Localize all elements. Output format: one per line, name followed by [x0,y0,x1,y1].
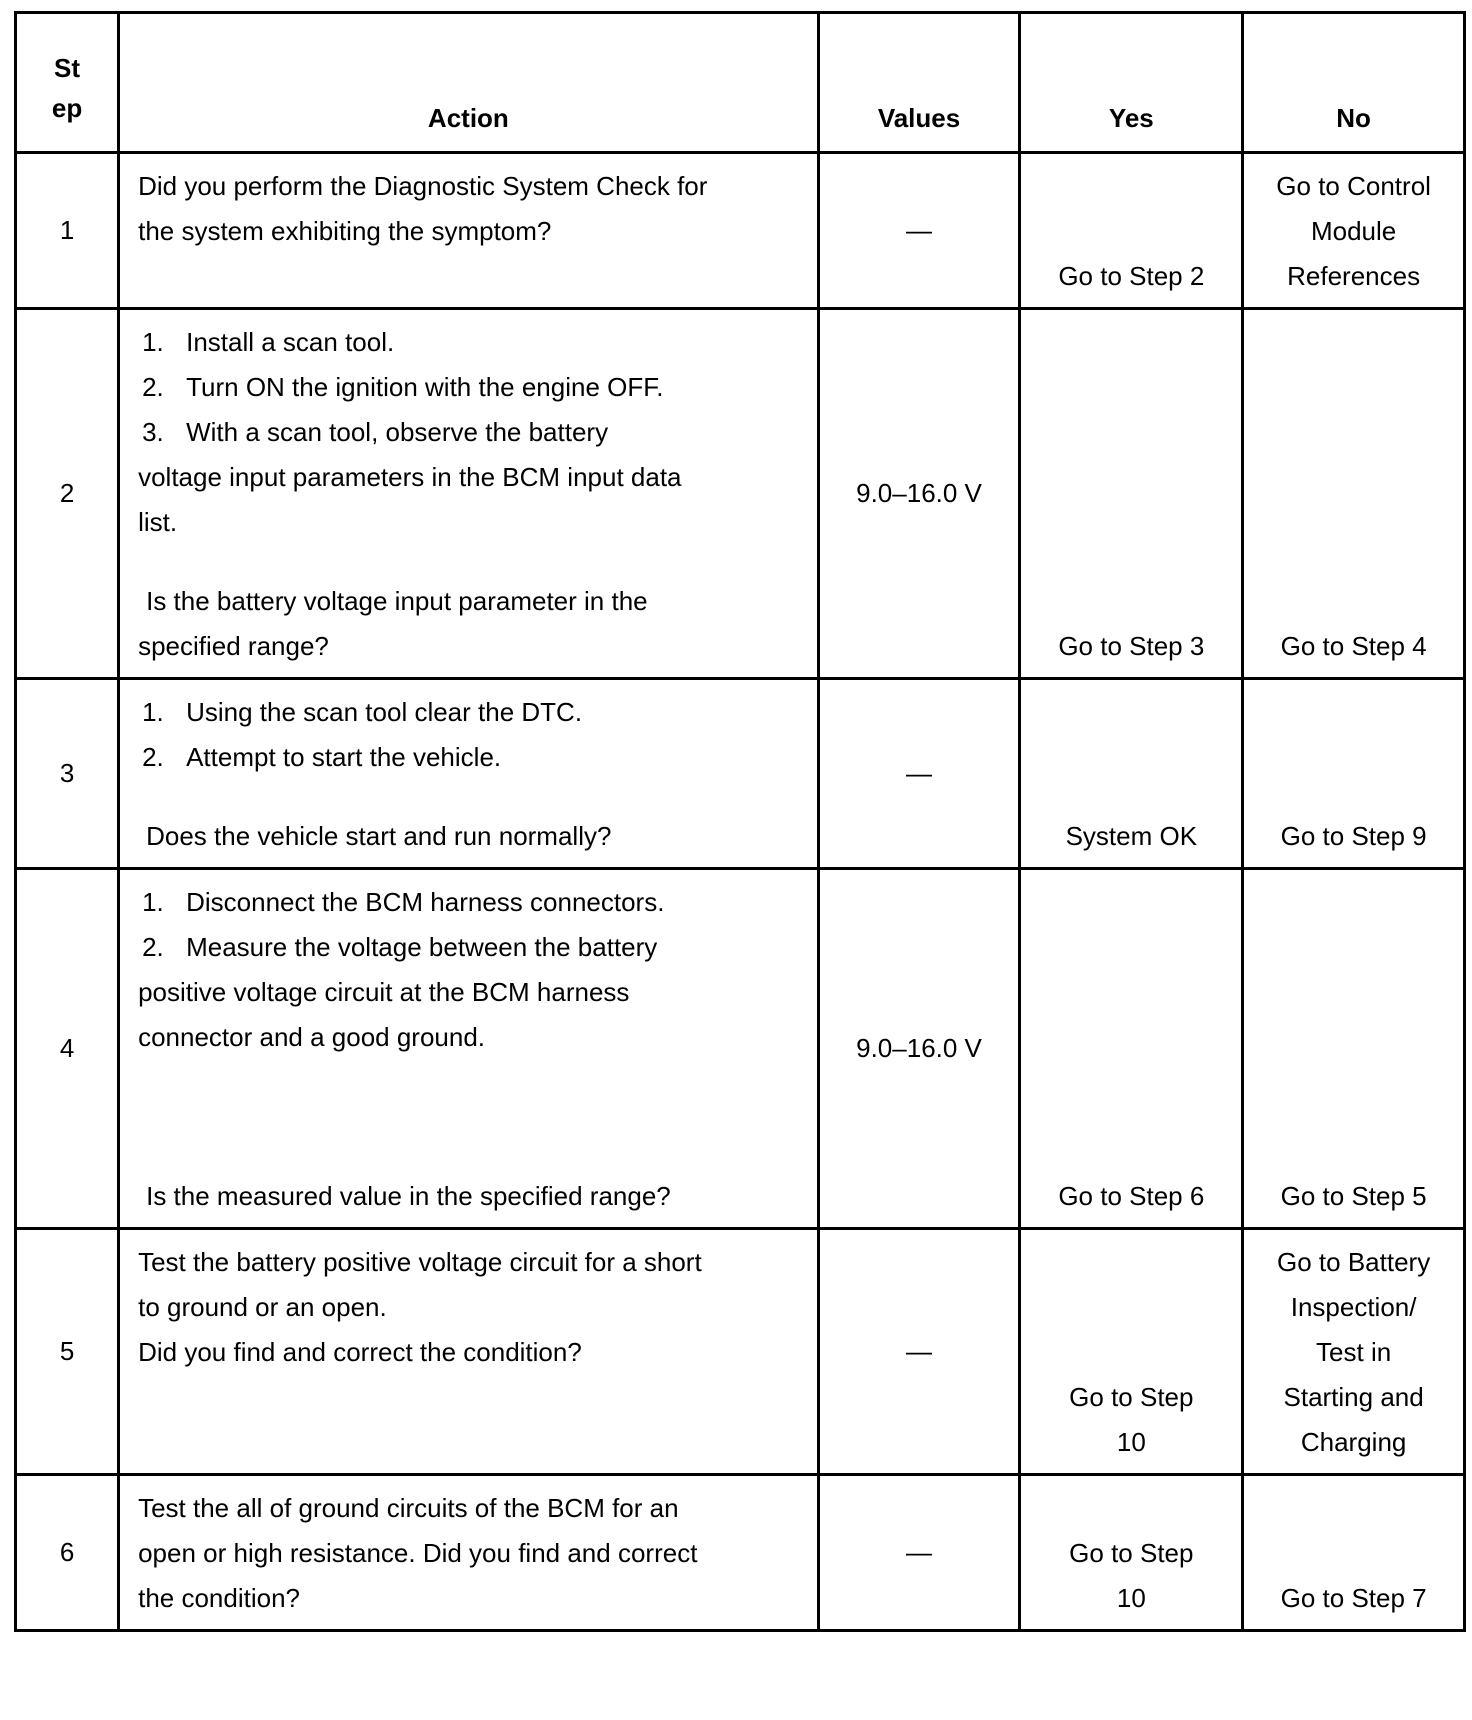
question-line: Is the measured value in the specified range? [146,1181,671,1211]
step-number: 5 [16,1229,119,1475]
yes-link-line: Go to Step [1069,1538,1194,1568]
header-action: Action [119,13,819,153]
no-link-line: Starting and [1283,1382,1424,1412]
action-line: the system exhibiting the symptom? [138,216,552,246]
yes-cell [1020,309,1243,679]
step-number: 6 [16,1475,119,1631]
action-line: voltage input parameters in the BCM input data [138,462,682,492]
list-text: Disconnect the BCM harness connectors. [186,887,665,917]
list-number: 3. [142,417,164,447]
action-cell [119,869,819,1229]
table-row [16,1475,1465,1631]
step-number: 4 [16,869,119,1229]
no-cell [1243,309,1465,679]
value-cell: — [818,1229,1020,1475]
action-list-item [138,735,803,780]
list-number: 1. [142,697,164,727]
action-list-item [138,365,803,410]
action-cell [119,153,819,309]
no-link-line: Inspection/ [1290,1292,1417,1322]
no-link-line: Go to Battery [1277,1247,1431,1277]
yes-cell [1020,869,1243,1229]
yes-link: System OK [1065,821,1198,851]
yes-cell [1020,153,1243,309]
header-yes: Yes [1020,13,1243,153]
header-step [16,13,119,153]
question-line: specified range? [138,631,329,661]
no-cell [1243,153,1465,309]
header-step-line2: ep [51,92,83,123]
no-link: Go to Step 9 [1280,821,1427,851]
action-line: to ground or an open. [138,1292,387,1322]
header-row [16,13,1465,153]
yes-link: Go to Step 2 [1058,261,1205,291]
list-text: Install a scan tool. [186,327,395,357]
list-text: With a scan tool, observe the battery [186,417,609,447]
no-link-line: Go to Control [1276,171,1431,201]
header-values: Values [818,13,1020,153]
list-text: Measure the voltage between the battery [186,932,658,962]
step-number: 2 [16,309,119,679]
list-text: Turn ON the ignition with the engine OFF. [186,372,664,402]
action-line: positive voltage circuit at the BCM harness [138,977,630,1007]
list-text: Using the scan tool clear the DTC. [186,697,583,727]
no-link-line: Charging [1300,1427,1407,1457]
list-number: 2. [142,372,164,402]
action-cell [119,679,819,869]
question-line: Does the vehicle start and run normally? [146,821,612,851]
no-cell [1243,869,1465,1229]
yes-cell [1020,1475,1243,1631]
header-step-line1: St [54,52,81,83]
value-cell: 9.0–16.0 V [818,869,1020,1229]
no-link-line: References [1287,261,1421,291]
table-row [16,679,1465,869]
question-line: Is the battery voltage input parameter in the [146,586,648,616]
action-line: Test the all of ground circuits of the BCM for an [138,1493,679,1523]
value-cell: — [818,679,1020,869]
list-text: Attempt to start the vehicle. [186,742,502,772]
action-line: list. [138,507,178,537]
yes-link-line: Go to Step [1069,1382,1194,1412]
list-number: 2. [142,742,164,772]
action-cell [119,1475,819,1631]
action-cell [119,309,819,679]
action-list-item [138,880,803,925]
diagnostic-table-container [14,11,1466,1632]
action-line: Did you find and correct the condition? [138,1337,582,1367]
list-number: 1. [142,327,164,357]
yes-link: Go to Step 3 [1058,631,1205,661]
yes-link-line: 10 [1116,1427,1146,1457]
spacer [138,545,803,579]
value-cell: — [818,1475,1020,1631]
action-line: Did you perform the Diagnostic System Check for [138,171,708,201]
action-line: the condition? [138,1583,300,1613]
value-cell: — [818,153,1020,309]
action-list-item [138,410,803,455]
table-row [16,869,1465,1229]
action-list-item [138,925,803,970]
step-number: 3 [16,679,119,869]
header-no: No [1243,13,1465,153]
list-number: 1. [142,887,164,917]
no-link: Go to Step 5 [1280,1181,1427,1211]
no-cell [1243,1475,1465,1631]
table-row [16,1229,1465,1475]
no-link: Go to Step 7 [1280,1583,1427,1613]
no-link-line: Module [1310,216,1397,246]
action-list-item [138,320,803,365]
no-link-line: Test in [1316,1337,1392,1367]
spacer [138,780,803,814]
yes-link: Go to Step 6 [1058,1181,1205,1211]
action-list-item [138,690,803,735]
yes-cell [1020,679,1243,869]
action-line: open or high resistance. Did you find and correct [138,1538,698,1568]
no-cell [1243,1229,1465,1475]
yes-cell [1020,1229,1243,1475]
diagnostic-table [14,11,1466,1632]
table-row [16,153,1465,309]
value-cell: 9.0–16.0 V [818,309,1020,679]
action-line: Test the battery positive voltage circuit for a short [138,1247,702,1277]
no-link: Go to Step 4 [1280,631,1427,661]
action-line: connector and a good ground. [138,1022,486,1052]
action-cell [119,1229,819,1475]
spacer [138,1060,803,1174]
no-cell [1243,679,1465,869]
yes-link-line: 10 [1116,1583,1146,1613]
step-number: 1 [16,153,119,309]
table-row [16,309,1465,679]
list-number: 2. [142,932,164,962]
